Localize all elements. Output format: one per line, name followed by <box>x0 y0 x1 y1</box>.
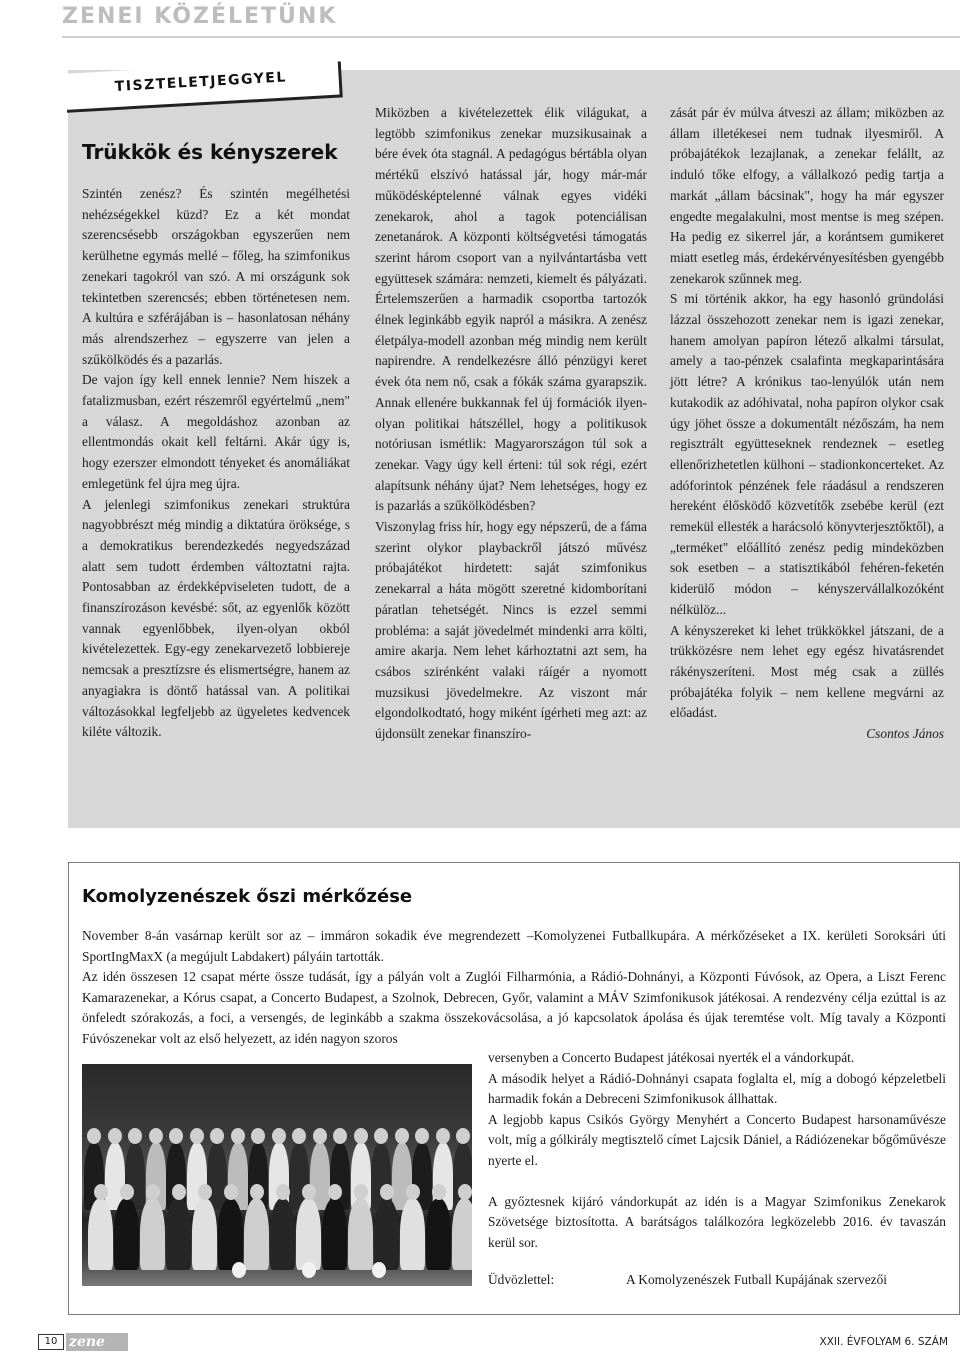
player-head <box>210 1128 224 1144</box>
player-head <box>374 1128 388 1144</box>
football <box>232 1262 246 1278</box>
football-article-right <box>488 1048 946 1253</box>
closing-greeting: Üdvözlettel: <box>488 1272 555 1287</box>
player-head <box>149 1128 163 1144</box>
player-head <box>354 1184 368 1200</box>
player-silhouette <box>244 1198 269 1270</box>
player-head <box>190 1128 204 1144</box>
player-silhouette <box>348 1198 373 1270</box>
player-head <box>94 1184 108 1200</box>
team-photo <box>82 1064 472 1286</box>
player-head <box>276 1184 290 1200</box>
player-head <box>146 1184 160 1200</box>
player-head <box>128 1128 142 1144</box>
paragraph: De vajon így kell ennek lennie? Nem hiszek a fatalizmusban, ezért részemről egyértelmű „nem" a válasz. A megoldáshoz azonban az ellentmondás okait kell feltárni. Akár úgy is, hogy ezerszer elmondott tényeket és anomáliákat emlegetünk fel újra meg újra. <box>82 372 350 491</box>
article-title: Trükkök és kényszerek <box>82 140 338 164</box>
player-silhouette <box>166 1198 191 1270</box>
paragraph: zását pár év múlva átveszi az állam; miközben az állam illetékesei nem tudnak ilyesmiről. A próbajátékok lezajlanak, a zenekar felállt, az induló tőke elfogy, a vállalkozó pedig tartja a markát „állam bácsinak", hogy ha már egyszer engedte megalakulni, most mentse is meg szépen. Ha pedig ez sikerrel jár, a korántsem gumikeret miatt esetleg más, érdekérvényesítésben gyengébb zenekarok szűnnek meg. <box>670 105 944 286</box>
player-head <box>272 1128 286 1144</box>
paragraph: Szintén zenész? És szintén megélhetési nehézségekkel küzd? Ez a két mondat szerencsésebb országokban egyszerűen nem kerülhetne egymás mellé – főleg, ha szimfonikus zenekari tagokról van szó. A mi országunk sok tekintetben szerencsés; ebben történetesen nem. A kultúra e szférájában is – hasonlatosan néhány más alrendszerhez – egyszerre van jelen a szűkölködés és a pazarlás. <box>82 186 350 367</box>
player-head <box>251 1128 265 1144</box>
player-head <box>108 1128 122 1144</box>
player-silhouette <box>374 1198 399 1270</box>
football <box>372 1262 386 1278</box>
player-head <box>120 1184 134 1200</box>
tag-banner-label: TISZTELETJEGGYEL <box>114 69 288 96</box>
player-silhouette <box>400 1198 425 1270</box>
player-head <box>87 1128 101 1144</box>
player-head <box>415 1128 429 1144</box>
magazine-logo: zene <box>66 1333 128 1351</box>
football-article-title: Komolyzenészek őszi mérkőzése <box>82 886 413 907</box>
player-silhouette <box>207 1142 227 1210</box>
player-head <box>458 1184 472 1200</box>
football-article-intro <box>82 926 946 1050</box>
player-silhouette <box>270 1198 295 1270</box>
player-head <box>380 1184 394 1200</box>
player-head <box>231 1128 245 1144</box>
author-signature: Csontos János <box>866 726 944 742</box>
player-silhouette <box>296 1198 321 1270</box>
player-silhouette <box>114 1198 139 1270</box>
paragraph: Miközben a kivételezettek élik világukat, a legtöbb szimfonikus zenekar muzsikusainak a bére évek óta stagnál. A pedagógus bértábla olyan mértékű elszívó hatással jár, hogy már-már működésképtelenné válnak egyes vidéki zenekarok, ahol a tagok potenciálisan zenetanárok. A központi költségvetési támogatás szerint három csoport van a nyilvántartásba vett együttesek számára: nemzeti, kiemelt és pályázati. Értelemszerűen a harmadik csoportba tartozók élnek leginkább egyik napról a másikra. A zenész életpálya-modell azonban még mindig nem került napirendre. A rendelkezésre álló pénzügyi keret évek óta nem nő, csak a fókák száma gyarapszik. Annak ellenére bukkannak fel új formációk ilyen-olyan politikai hátszéllel, hogy a politikusok notóriusan ismétlik: Magyarországon túl sok a zenekar. Vagy úgy kell érteni: túl sok régi, ezért alapítsunk néhány újat? Nem lehetséges, hogy ez is pazarlás a szűkölködésben? <box>375 105 647 514</box>
player-head <box>432 1184 446 1200</box>
player-silhouette <box>88 1198 113 1270</box>
player-head <box>436 1128 450 1144</box>
closing-organizer: A Komolyzenészek Futball Kupájának szervezői <box>626 1272 888 1287</box>
page-number: 10 <box>38 1334 64 1350</box>
player-head <box>224 1184 238 1200</box>
player-silhouette <box>192 1198 217 1270</box>
header-rule <box>62 36 960 38</box>
paragraph: S mi történik akkor, ha egy hasonló gründolási lázzal összehozott zenekar nem is igazi zenekar, hanem amolyan papíron létező alkalmi társulat, amely a tao-pénzek csalafinta megkaparintására jött létre? A krónikus tao-lenyúlók után nem kutakodik az adóhivatal, noha papíron olykor csak úgy jöhet össze a dokumentált nézőszám, ha nem regisztrált együtteseknek rendeznek – esetleg ellenőrizhetetlen külhoni – stadionkoncerteket. Az adóforintok pénzének fele ráadásul a rendszeren hereként élősködő közvetítők zsebébe kerül (ezt remekül ellesték a harácsoló könyvterjesztőktől), a „terméket" előállító zenész pedig mindeközben sok esetben – a statisztikából fehéren-feketén kiderülő módon – kényszervállalkozóként nélkülöz... <box>670 291 944 617</box>
issue-label: XXII. ÉVFOLYAM 6. SZÁM <box>819 1336 948 1348</box>
player-head <box>328 1184 342 1200</box>
paragraph: Az idén összesen 12 csapat mérte össze tudását, így a pályán volt a Zuglói Filharmónia, a Rádió-Dohnányi, a Központi Fúvósok, az Opera, a Liszt Ferenc Kamarazenekar, a Kórus csapat, a Concerto Budapest, a Szolnok, Debrecen, Győr, valamint a MÁV Szimfonikusok játékosai. A rendezvény célja ezúttal is az önfeledt szórakozás, a foci, a versengés, de leginkább a szakma összekovácsolása, a jó kapcsolatok ápolása és újak teremtése volt. Míg tavaly a Központi Fúvószenekar volt az első helyezett, az idén nagyon szoros <box>82 969 946 1046</box>
paragraph: versenyben a Concerto Budapest játékosai nyerték el a vándorkupát. <box>488 1050 855 1065</box>
paragraph: A legjobb kapus Csikós György Menyhért a Concerto Budapest harsonaművésze volt, míg a gólkirály megtisztelő címet Lajcsik Dániel, a Rádiózenekar bőgőművésze nyerte el. <box>488 1111 946 1168</box>
paragraph: A jelenlegi szimfonikus zenekari struktúra nagyobbrészt még mindig a diktatúra öröksége, s a demokratikus berendezkedés negyedszázad alatt sem tudott érdemben változtatni rajta. Pontosabban az érdekképviseleten tudott, de a finanszírozáson kevésbé: sőt, az egyenlők között vannak egyenlőbbek, ilyen-olyan okból kivételezettek. Egy-egy zenekarvezető lobbiereje nemcsak a presztízsre és elismertségre, hanem az anyagiakra is döntő hatással van. A politikai változásokkal legfeljebb az ügyeletes kedvencek kiléte változik. <box>82 496 350 740</box>
paragraph: November 8-án vasárnap került sor az – immáron sokadik éve megrendezett –Komolyzenei Futballkupára. A mérkőzéseket a IX. kerületi Soroksári úti SportIngMaxX (a megújult Labdakert) pályáin tartották. <box>82 928 946 964</box>
paragraph: A kényszereket ki lehet trükkökkel játszani, de a trükközésre nem lehet egy egész hivatásrendet rákényszeríteni. Most még csak a züllés próbajátéka folyik – nem kellene megvárni az előadást. <box>670 622 944 721</box>
player-head <box>313 1128 327 1144</box>
article-column-1 <box>82 184 350 743</box>
paragraph: Viszonylag friss hír, hogy egy népszerű, de a fáma szerint olykor playbackről játszó művész próbajátékot hirdetett: saját szimfonikus zenekarral a háta mögött szeretné kidomborítani páratlan tehetségét. Nincs is ezzel semmi probléma: a saját jövedelmét mindenki arra költi, amire akarja. Nem lehet kárhoztatni azt sem, ha csábos szirénként valaki ráígér a nyomott muzsikusi jövedelmekre. Az viszont már elgondolkodtató, hogy miként ígérheti meg azt: az újdonsült zenekar finanszíro- <box>375 519 647 742</box>
player-head <box>172 1184 186 1200</box>
player-silhouette <box>218 1198 243 1270</box>
player-head <box>198 1184 212 1200</box>
player-head <box>395 1128 409 1144</box>
player-silhouette <box>452 1198 472 1270</box>
article-column-2 <box>375 103 647 745</box>
player-head <box>302 1184 316 1200</box>
player-head <box>250 1184 264 1200</box>
player-head <box>354 1128 368 1144</box>
player-head <box>169 1128 183 1144</box>
paragraph: A győztesnek kijáró vándorkupát az idén is a Magyar Szimfonikus Zenekarok Szövetsége biztosította. A barátságos találkozóra legközelebb 2016. év tavaszán kerül sor. <box>488 1193 946 1250</box>
spacer <box>488 1172 946 1192</box>
player-silhouette <box>140 1198 165 1270</box>
player-head <box>406 1184 420 1200</box>
section-title: ZENEI KÖZÉLETÜNK <box>62 4 338 29</box>
player-head <box>333 1128 347 1144</box>
player-head <box>456 1128 470 1144</box>
article-column-3 <box>670 103 944 745</box>
paragraph: A második helyet a Rádió-Dohnányi csapata foglalta el, míg a dobogó képzeletbeli harmadik fokán a Debreceni Szimfonikusok állhattak. <box>488 1070 946 1107</box>
player-silhouette <box>322 1198 347 1270</box>
football <box>302 1262 316 1278</box>
player-silhouette <box>426 1198 451 1270</box>
player-head <box>292 1128 306 1144</box>
